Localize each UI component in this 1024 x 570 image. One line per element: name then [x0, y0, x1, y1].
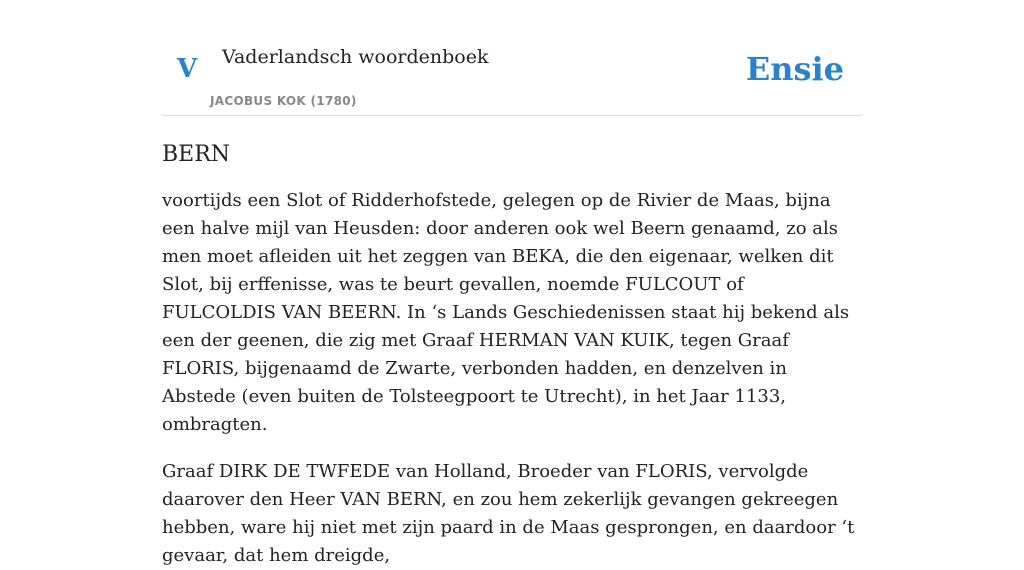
- author-label: JACOBUS KOK (1780): [210, 94, 357, 108]
- book-title-link[interactable]: Vaderlandsch woordenboek: [222, 46, 489, 68]
- headword: BERN: [162, 142, 231, 167]
- entry-paragraph: Graaf DIRK DE TWFEDE van Holland, Broeder van FLORIS, vervolgde daarover den Heer VAN BERN, en zou hem zekerlijk gevangen gekreegen hebben, ware hij niet met zijn paard in de Maas gesprongen, en daardoor ‘t gevaar, dat hem dreigde,: [162, 461, 855, 566]
- header: [162, 0, 862, 116]
- ensie-logo[interactable]: Ensie: [745, 50, 844, 88]
- page: [162, 0, 862, 570]
- entry-paragraph: voortijds een Slot of Ridderhofstede, gelegen op de Rivier de Maas, bijna een halve mijl van Heusden: door anderen ook wel Beern genaamd, zo als men moet afleiden uit het zeggen van BEKA, die den eigenaar, welken dit Slot, bij erffenisse, was te beurt gevallen, noemde FULCOUT of FULCOLDIS VAN BEERN. In ‘s Lands Geschiedenissen staat hij bekend als een der geenen, die zig met Graaf HERMAN VAN KUIK, tegen Graaf FLORIS, bijgenaamd de Zwarte, verbonden hadden, en denzelven in Abstede (even buiten de Tolsteegpoort te Utrecht), in het Jaar 1133, ombragten.: [162, 190, 850, 435]
- entry-body: [162, 187, 862, 570]
- index-letter[interactable]: V: [177, 54, 198, 84]
